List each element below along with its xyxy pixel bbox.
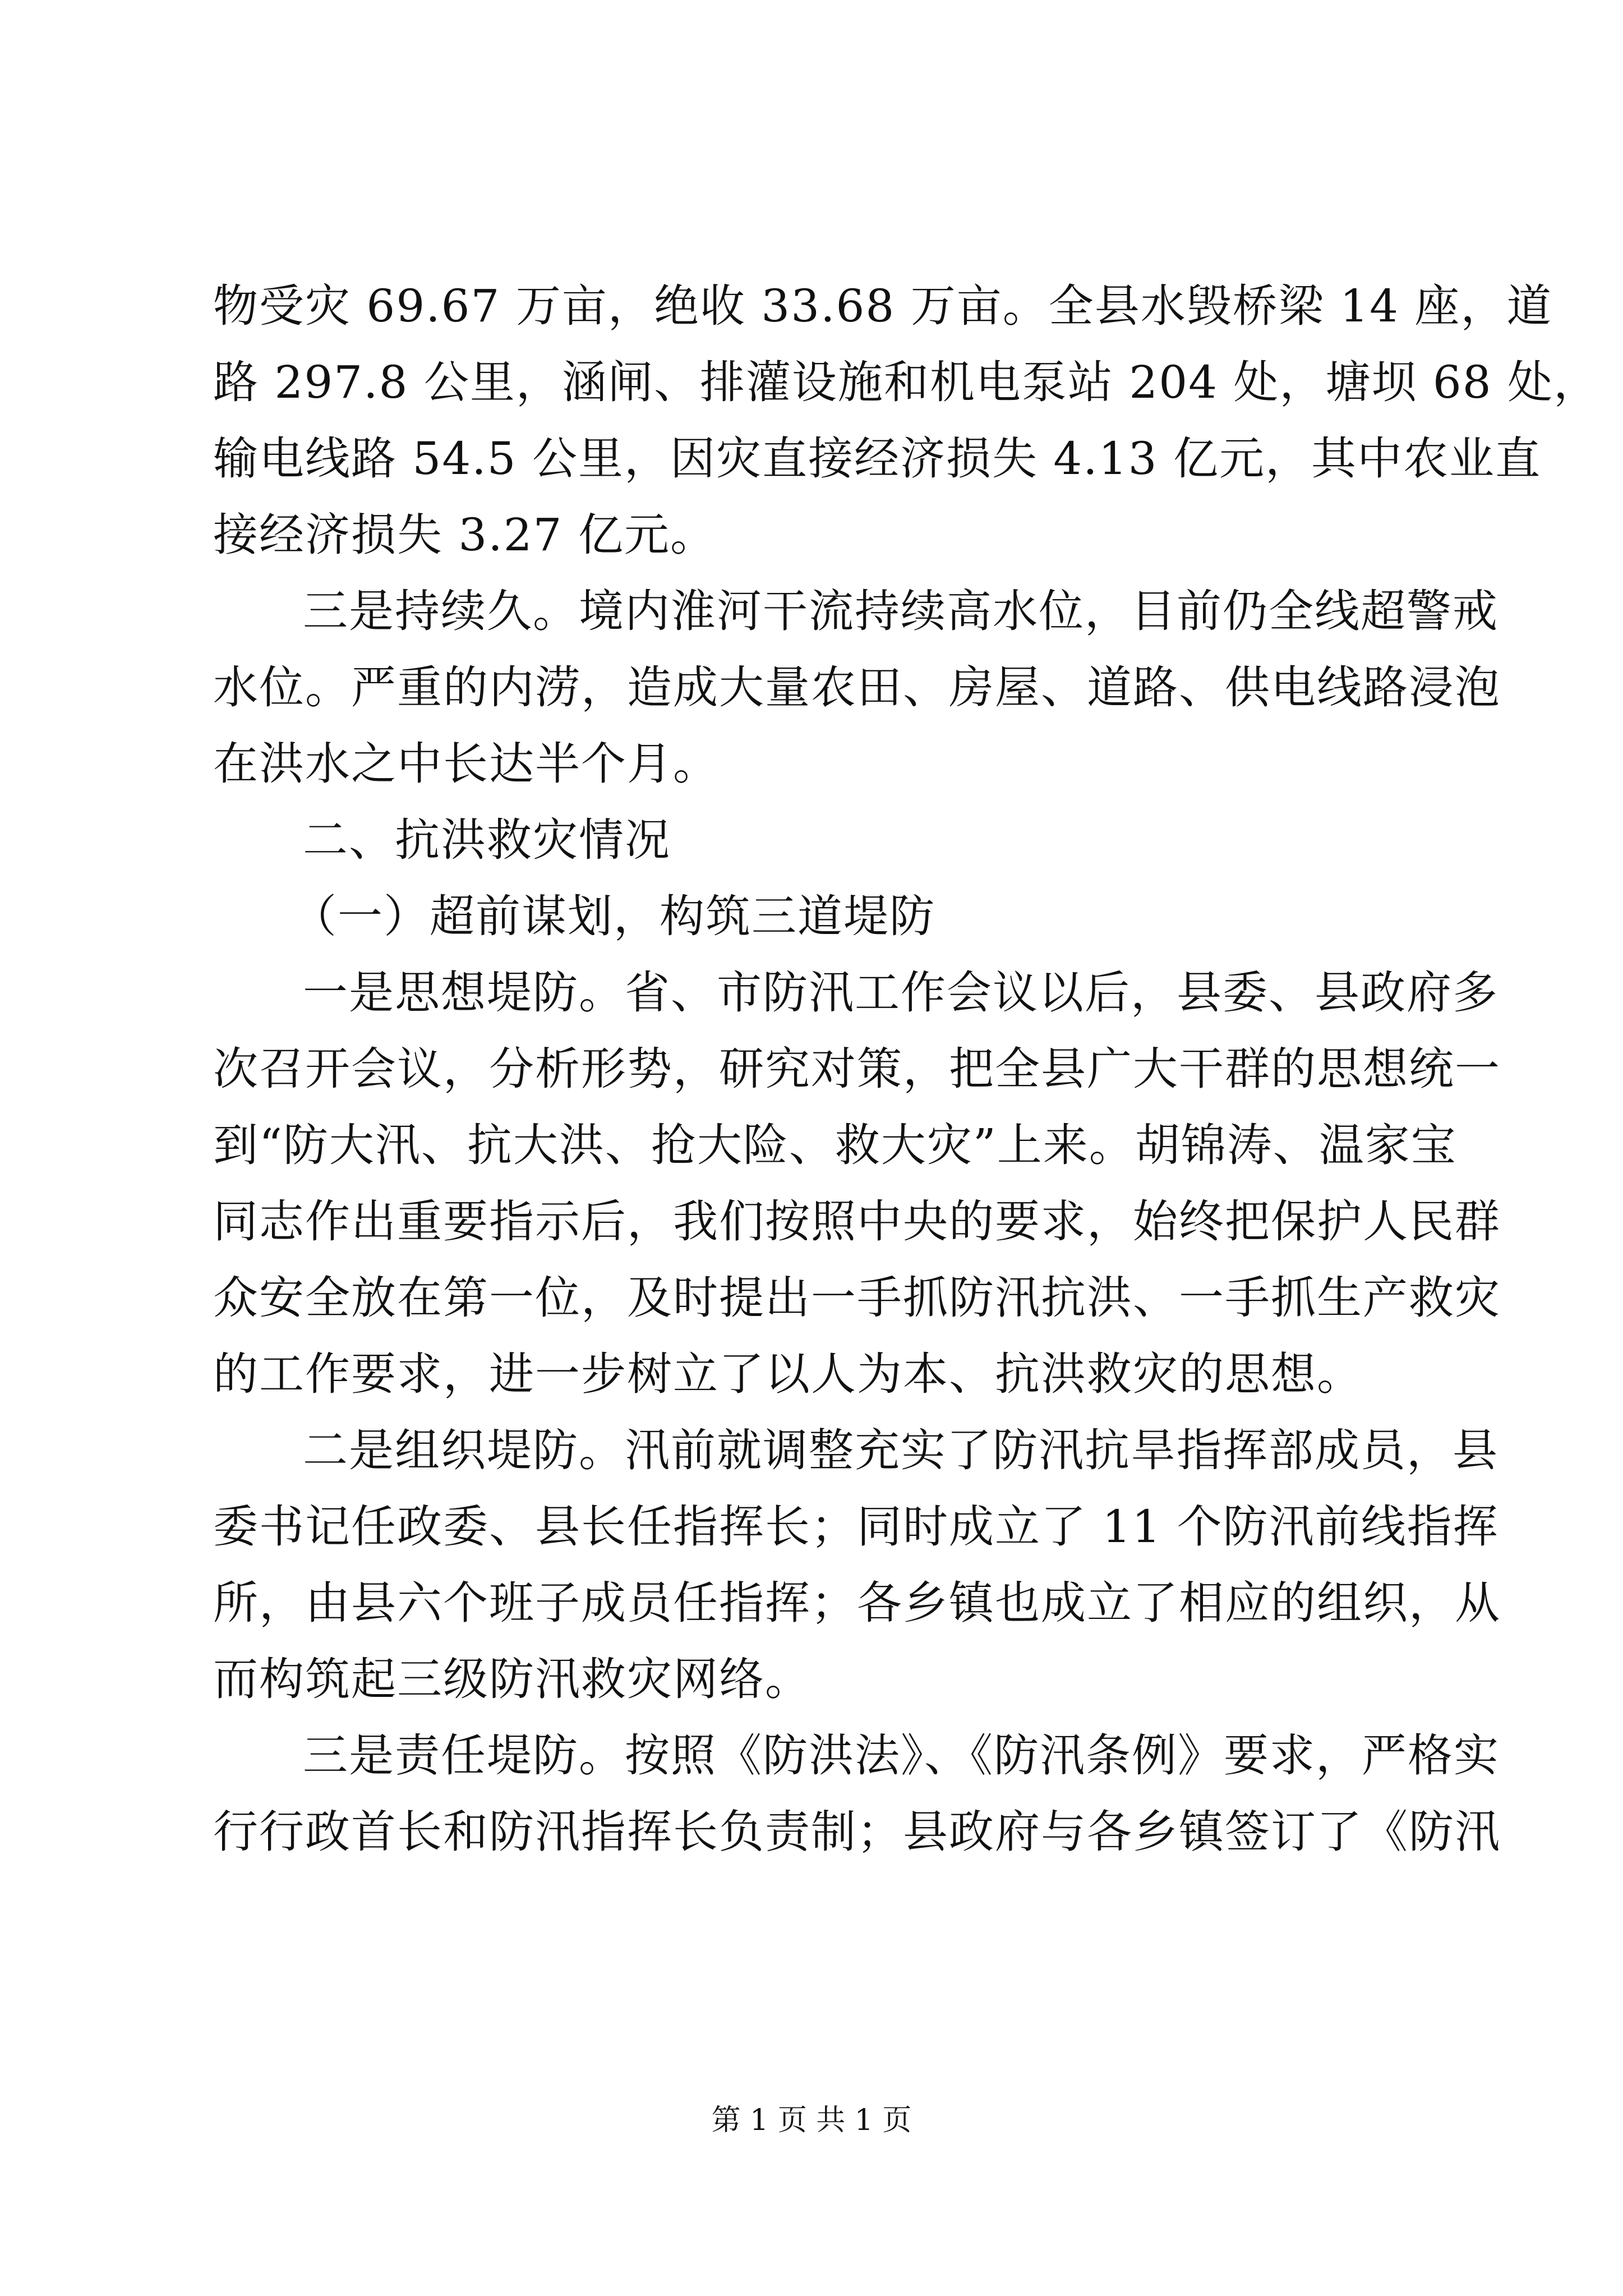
text-line: 物受灾 69.67 万亩，绝收 33.68 万亩。全县水毁桥梁 14 座，道: [213, 280, 1553, 332]
text-line: 三是持续久。境内淮河干流持续高水位，目前仍全线超警戒: [303, 585, 1498, 637]
text-line: 的工作要求，进一步树立了以人为本、抗洪救灾的思想。: [213, 1348, 1363, 1400]
text-line: 路 297.8 公里，涵闸、排灌设施和机电泵站 204 处，塘坝 68 处，: [213, 356, 1600, 408]
subsection-heading: （一）超前谋划，构筑三道堤防: [292, 890, 935, 942]
text-line: 次召开会议，分析形势，研究对策，把全县广大干群的思想统一: [213, 1043, 1501, 1095]
text-line: 三是责任堤防。按照《防洪法》、《防汛条例》要求，严格实: [303, 1729, 1500, 1782]
text-line: 在洪水之中长达半个月。: [213, 738, 719, 790]
text-line: 所，由县六个班子成员任指挥；各乡镇也成立了相应的组织，从: [213, 1577, 1501, 1629]
text-line: 而构筑起三级防汛救灾网络。: [213, 1653, 811, 1705]
text-line: 一是思想堤防。省、市防汛工作会议以后，县委、县政府多: [303, 967, 1498, 1019]
section-heading: 二、抗洪救灾情况: [303, 814, 671, 866]
text-line: 到“防大汛、抗大洪、抢大险、救大灾”上来。胡锦涛、温家宝: [213, 1119, 1457, 1171]
page-footer: 第 1 页 共 1 页: [711, 2104, 912, 2137]
text-line: 众安全放在第一位，及时提出一手抓防汛抗洪、一手抓生产救灾: [213, 1272, 1501, 1324]
text-line: 行行政首长和防汛指挥长负责制；县政府与各乡镇签订了《防汛: [213, 1806, 1501, 1858]
text-line: 接经济损失 3.27 亿元。: [213, 509, 716, 561]
text-line: 水位。严重的内涝，造成大量农田、房屋、道路、供电线路浸泡: [213, 661, 1501, 714]
text-line: 二是组织堤防。汛前就调整充实了防汛抗旱指挥部成员，县: [303, 1424, 1498, 1476]
text-line: 同志作出重要指示后，我们按照中央的要求，始终把保护人民群: [213, 1195, 1501, 1248]
text-line: 委书记任政委、县长任指挥长；同时成立了 11 个防汛前线指挥: [213, 1501, 1499, 1553]
body-text: [213, 268, 1600, 1870]
text-line: 输电线路 54.5 公里，因灾直接经济损失 4.13 亿元，其中农业直: [213, 432, 1541, 485]
